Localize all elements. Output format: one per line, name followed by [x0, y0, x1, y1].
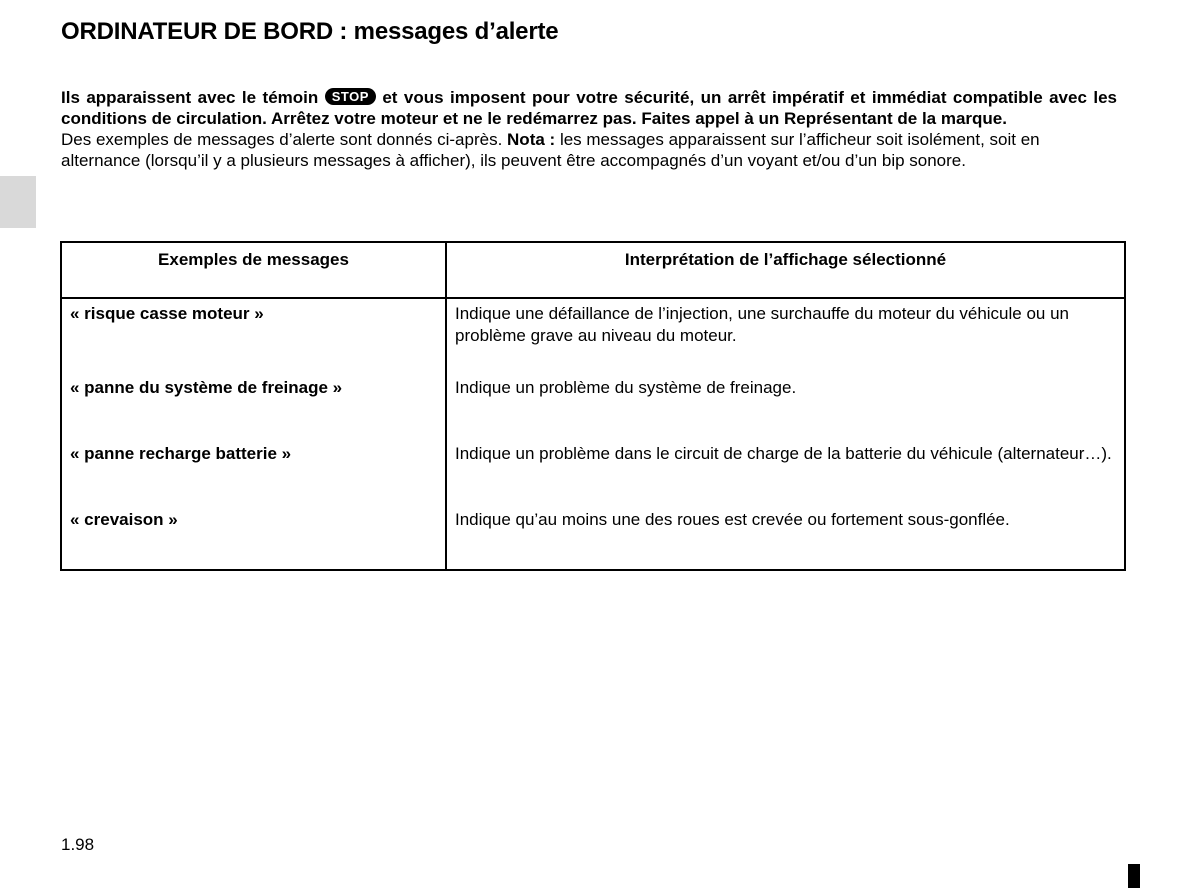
table-row-interpretation: Indique un problème dans le circuit de charge de la batterie du véhicule (alternateur…).	[455, 444, 1112, 463]
header-messages: Exemples de messages	[61, 242, 446, 298]
table-row-message: « crevaison »	[70, 510, 178, 529]
section-tab-marker	[0, 176, 36, 228]
nota-text: les messages apparaissent sur l’afficheur soit isolément, soit en alternance (lorsqu’il y a plusieurs messages à afficher), ils peuvent être accompagnés d’un voyant et/ou d’un bip sonore.	[61, 130, 1040, 170]
stop-warning-icon: STOP	[325, 88, 376, 105]
page-title: ORDINATEUR DE BORD : messages d’alerte	[61, 18, 559, 45]
interpretation-column	[446, 298, 1125, 570]
nota-label: Nota :	[507, 130, 556, 149]
table-row-interpretation: Indique un problème du système de freinage.	[455, 378, 797, 397]
table-row-message: « panne recharge batterie »	[70, 444, 292, 463]
table-row-interpretation: Indique qu’au moins une des roues est crevée ou fortement sous-gonflée.	[455, 510, 1010, 529]
alert-messages-table	[60, 241, 1126, 571]
warning-text-start: Ils apparaissent avec le témoin	[61, 88, 319, 107]
warning-paragraph	[61, 87, 1117, 129]
table-header-row	[61, 242, 1125, 298]
table-body	[61, 298, 1125, 570]
intro-text	[61, 87, 1117, 171]
table-row-interpretation: Indique une défaillance de l’injection, une surchauffe du moteur du véhicule ou un problème grave au niveau du moteur.	[455, 304, 1070, 345]
page-number: 1.98	[61, 835, 95, 854]
table-row-message: « panne du système de freinage »	[70, 378, 343, 397]
header-interpretation: Interprétation de l’affichage sélectionné	[446, 242, 1125, 298]
messages-column	[61, 298, 446, 570]
examples-paragraph	[61, 129, 1117, 171]
page-edge-marker	[1128, 864, 1140, 888]
table-row-message: « risque casse moteur »	[70, 304, 264, 323]
examples-text: Des exemples de messages d’alerte sont donnés ci-après.	[61, 130, 503, 149]
warning-text-end: et vous imposent pour votre sécurité, un arrêt impératif et immédiat compatible avec les conditions de circulation. Arrêtez votre moteur et ne le redémarrez pas. Faites appel à un Représentant de la marque.	[61, 88, 1117, 128]
